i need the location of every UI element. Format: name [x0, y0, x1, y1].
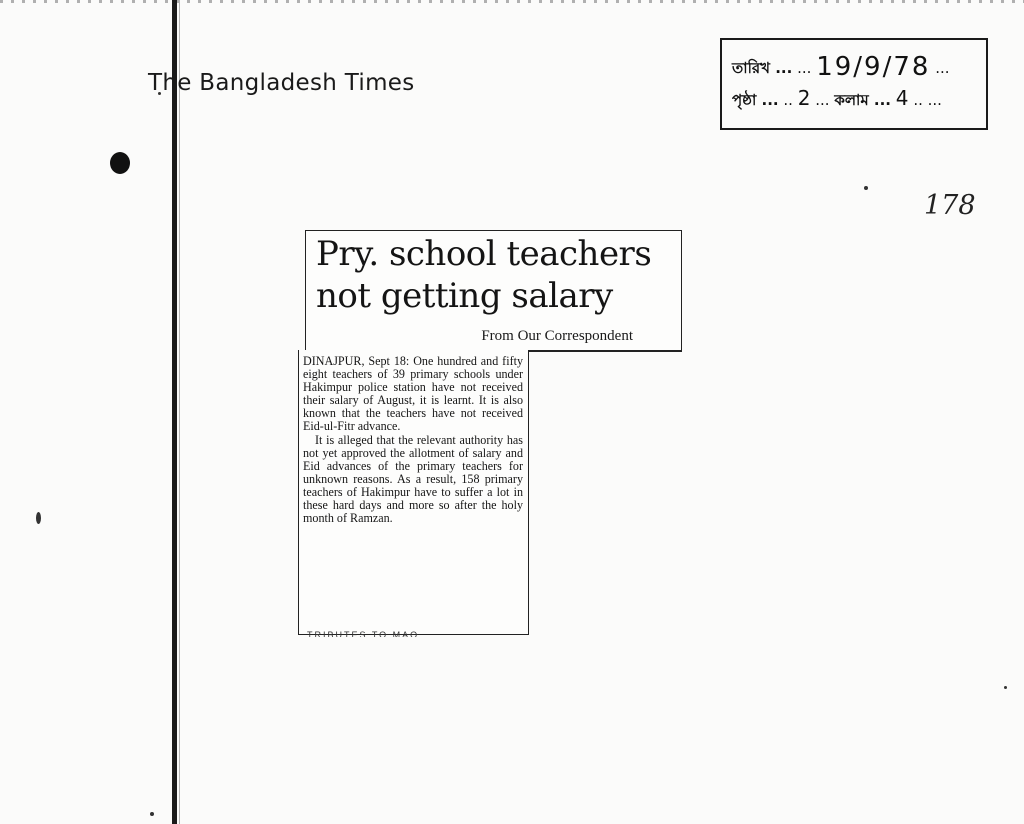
scan-top-edge: [0, 0, 1024, 3]
stamp-column-label: কলাম ...: [834, 91, 892, 109]
stamp-date-value: 19/9/78: [816, 52, 931, 82]
article-paragraph: It is alleged that the relevant authority has not yet approved the allotment of salary and Eid advances of the primary teachers for unknown reasons. As a result, 158 primary teachers of Hakimpur have to suffer a lot in these hard days and more so after the holy month of Ramzan.: [303, 432, 523, 526]
stamp-page-value: 2: [797, 86, 811, 110]
article-headline: Pry. school teachers not getting salary: [316, 234, 652, 316]
archive-stamp: [720, 38, 988, 130]
binding-margin-line: [172, 0, 177, 824]
binding-margin-shadow: [179, 0, 180, 824]
newspaper-masthead: The Bangladesh Times: [148, 70, 415, 96]
clipping-edge: [528, 350, 682, 352]
scan-speck: [1004, 686, 1007, 689]
article-body: [303, 355, 523, 525]
article-headline-box: [305, 230, 682, 351]
stamp-page-label: পৃষ্ঠা ...: [732, 91, 779, 109]
article-paragraph: DINAJPUR, Sept 18: One hundred and fifty eight teachers of 39 primary schools under Hakimpur police station have not received their salary of August, it is learnt. It is also known that the teachers have not received Eid-ul-Fitr advance.: [303, 354, 523, 434]
article-byline: From Our Correspondent: [481, 328, 633, 344]
stamp-date-row: তারিখ ... ... 19/9/78 ...: [732, 52, 950, 82]
scan-speck: [864, 186, 868, 190]
handwritten-folio-number: 178: [924, 190, 976, 221]
punch-hole: [110, 152, 130, 174]
stamp-page-row: পৃষ্ঠা ... .. 2 ... কলাম ... 4 .. ...: [732, 86, 942, 110]
stamp-column-value: 4: [895, 86, 909, 110]
scan-speck: [150, 812, 154, 816]
scan-speck: [36, 512, 41, 524]
stamp-date-label: তারিখ ...: [732, 59, 793, 77]
cut-off-next-headline: TRIBUTES TO MAO: [307, 630, 420, 637]
article-body-box: [298, 350, 529, 635]
